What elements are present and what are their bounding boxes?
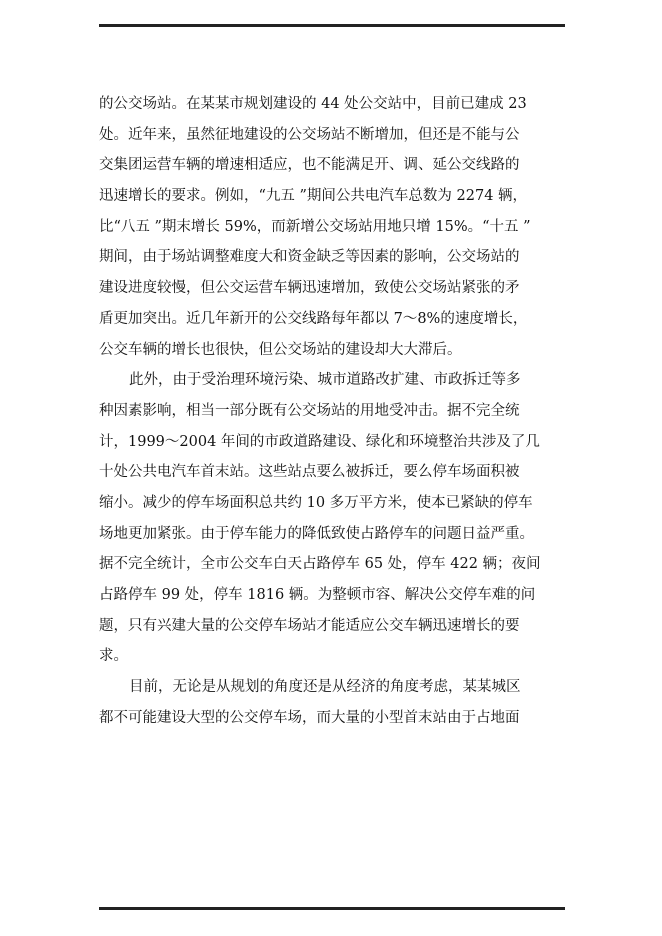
document-body	[99, 89, 565, 733]
text-line: 十处公共电汽车首末站。这些站点要么被拆迁，要么停车场面积被	[99, 464, 520, 481]
text-line: 处。近年来，虽然征地建设的公交场站不断增加，但还是不能与公	[99, 126, 520, 143]
text-line: 建设进度较慢，但公交运营车辆迅速增加，致使公交场站紧张的矛	[99, 280, 520, 297]
paragraph-1	[99, 89, 565, 365]
text-line: 占路停车 99 处，停车 1816 辆。为整顿市容、解决公交停车难的问	[99, 587, 536, 603]
text-line: 求。	[99, 648, 128, 665]
text-line: 迅速增长的要求。例如，“九五 ”期间公共电汽车总数为 2274 辆，	[99, 188, 528, 205]
footer-rule	[99, 907, 565, 910]
text-line: 都不可能建设大型的公交停车场，而大量的小型首末站由于占地面	[99, 709, 520, 726]
text-line: 盾更加突出。近几年新开的公交线路每年都以 7～8%的速度增长，	[99, 310, 528, 327]
text-line: 题，只有兴建大量的公交停车场站才能适应公交车辆迅速增长的要	[99, 617, 520, 634]
text-line: 交集团运营车辆的增速相适应，也不能满足开、调、延公交线路的	[99, 157, 520, 174]
text-line: 公交车辆的增长也很快，但公交场站的建设却大大滞后。	[99, 341, 462, 358]
header-rule	[99, 24, 565, 27]
text-line: 目前，无论是从规划的角度还是从经济的角度考虑，某某城区	[129, 679, 521, 696]
text-line: 缩小。减少的停车场面积总共约 10 多万平方米，使本已紧缺的停车	[99, 494, 533, 511]
text-line: 此外，由于受治理环境污染、城市道路改扩建、市政拆迁等多	[129, 372, 521, 389]
paragraph-2	[99, 365, 565, 672]
paragraph-3	[99, 672, 565, 733]
text-line: 期间，由于场站调整难度大和资金缺乏等因素的影响，公交场站的	[99, 249, 520, 266]
text-line: 据不完全统计，全市公交车白天占路停车 65 处，停车 422 辆；夜间	[99, 556, 541, 573]
text-line: 场地更加紧张。由于停车能力的降低致使占路停车的问题日益严重。	[99, 525, 534, 542]
text-line: 种因素影响，相当一部分既有公交场站的用地受冲击。据不完全统	[99, 402, 520, 419]
text-line: 比“八五 ”期末增长 59%，而新增公交场站用地只增 15%。“十五 ”	[99, 218, 531, 235]
text-line: 计，1999～2004 年间的市政道路建设、绿化和环境整治共涉及了几	[99, 433, 540, 450]
text-line: 的公交场站。在某某市规划建设的 44 处公交站中，目前已建成 23	[99, 96, 527, 112]
